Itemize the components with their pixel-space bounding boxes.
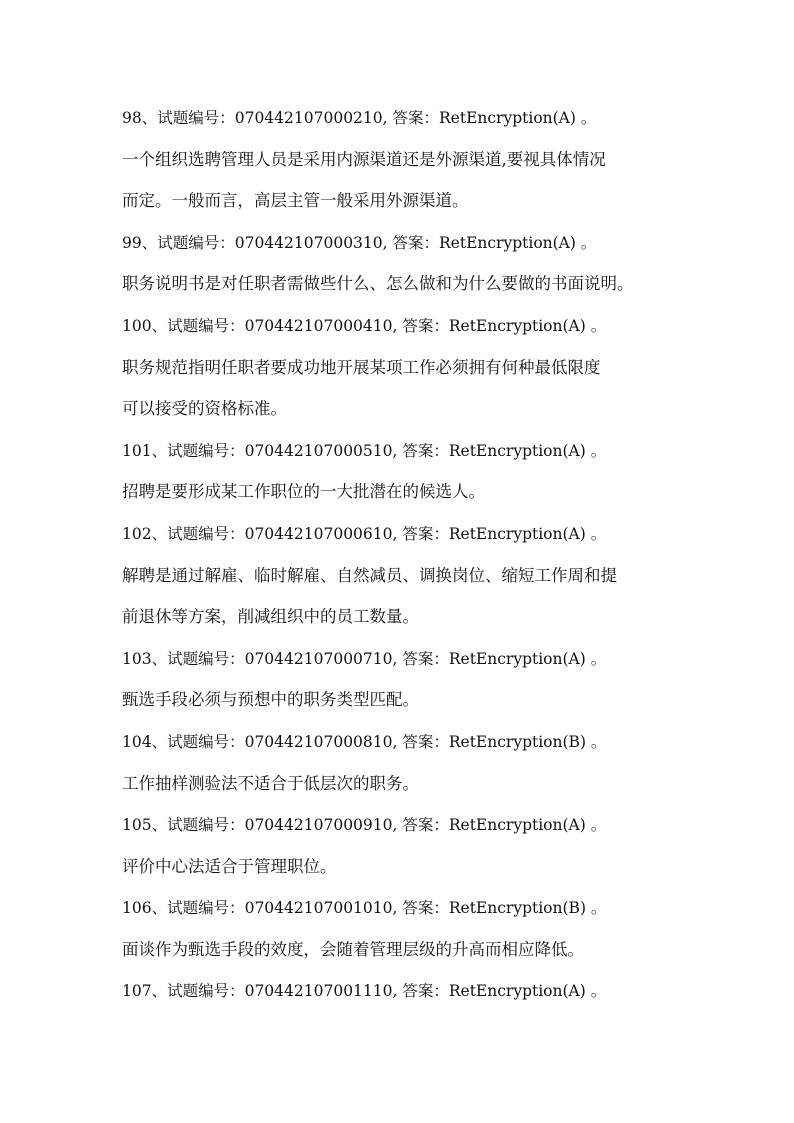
question-text-101: 招聘是要形成某工作职位的一大批潜在的候选人。 bbox=[122, 482, 485, 502]
question-header-104: 104、试题编号：070442107000810, 答案：RetEncryption(B) 。 bbox=[122, 732, 607, 751]
question-text-100-line-2: 可以接受的资格标准。 bbox=[122, 399, 287, 419]
document-content bbox=[122, 104, 722, 1019]
question-header-105: 105、试题编号：070442107000910, 答案：RetEncryption(A) 。 bbox=[122, 816, 607, 835]
question-header-107: 107、试题编号：070442107001110, 答案：RetEncryption(A) 。 bbox=[122, 982, 607, 1001]
question-text-102-line-1: 解聘是通过解雇、临时解雇、自然减员、调换岗位、缩短工作周和提 bbox=[122, 565, 617, 585]
question-text-103: 甄选手段必须与预想中的职务类型匹配。 bbox=[122, 690, 419, 710]
question-text-98-line-1: 一个组织选聘管理人员是采用内源渠道还是外源渠道,要视具体情况 bbox=[122, 149, 606, 169]
question-header-100: 100、试题编号：070442107000410, 答案：RetEncryption(A) 。 bbox=[122, 316, 607, 335]
question-header-99: 99、试题编号：070442107000310, 答案：RetEncryption(A) 。 bbox=[122, 233, 597, 252]
question-text-106: 面谈作为甄选手段的效度，会随着管理层级的升高而相应降低。 bbox=[122, 939, 584, 959]
question-header-102: 102、试题编号：070442107000610, 答案：RetEncryption(A) 。 bbox=[122, 524, 607, 543]
question-text-104: 工作抽样测验法不适合于低层次的职务。 bbox=[122, 773, 419, 793]
question-text-105: 评价中心法适合于管理职位。 bbox=[122, 856, 337, 876]
question-header-106: 106、试题编号：070442107001010, 答案：RetEncryption(B) 。 bbox=[122, 899, 607, 918]
question-text-102-line-2: 前退休等方案，削减组织中的员工数量。 bbox=[122, 607, 419, 627]
question-text-98-line-2: 而定。一般而言，高层主管一般采用外源渠道。 bbox=[122, 191, 469, 211]
question-header-98: 98、试题编号：070442107000210, 答案：RetEncryption(A) 。 bbox=[122, 109, 597, 127]
question-header-101: 101、试题编号：070442107000510, 答案：RetEncryption(A) 。 bbox=[122, 441, 607, 460]
question-text-99: 职务说明书是对任职者需做些什么、怎么做和为什么要做的书面说明。 bbox=[122, 274, 634, 294]
question-text-100-line-1: 职务规范指明任职者要成功地开展某项工作必须拥有何种最低限度 bbox=[122, 357, 601, 377]
question-header-103: 103、试题编号：070442107000710, 答案：RetEncryption(A) 。 bbox=[122, 649, 607, 668]
